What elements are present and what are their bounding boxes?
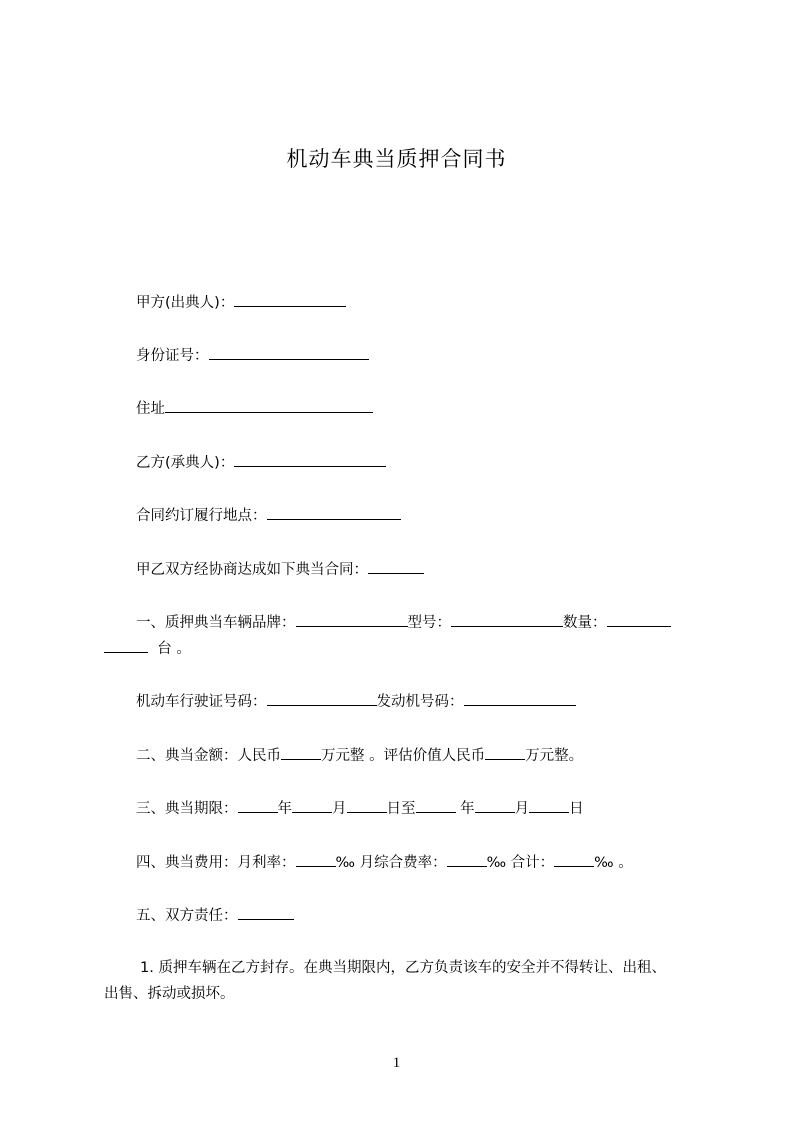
page-number: 1 bbox=[392, 1055, 401, 1071]
party-b-blank[interactable] bbox=[234, 452, 386, 467]
clause-1-prefix: 一、质押典当车辆品牌： bbox=[136, 615, 296, 631]
quantity-blank[interactable] bbox=[607, 612, 671, 627]
party-a-line bbox=[136, 292, 346, 313]
end-year-blank[interactable] bbox=[416, 798, 456, 813]
license-line bbox=[136, 691, 576, 712]
party-b-line bbox=[136, 452, 386, 473]
brand-blank[interactable] bbox=[296, 612, 408, 627]
responsibility-blank[interactable] bbox=[238, 905, 294, 920]
day-label-2: 日 bbox=[569, 801, 584, 817]
day-to-label: 日至 bbox=[386, 801, 416, 817]
clause-4-end: ‰ 。 bbox=[594, 855, 633, 871]
clause-1-first-line bbox=[104, 610, 694, 636]
sign-place-blank[interactable] bbox=[267, 505, 401, 520]
quantity-label: 数量： bbox=[563, 615, 607, 631]
clause-1 bbox=[104, 610, 694, 662]
clause-1-second-line bbox=[104, 636, 694, 662]
id-number-blank[interactable] bbox=[209, 345, 369, 360]
party-a-blank[interactable] bbox=[234, 292, 346, 307]
address-line bbox=[136, 398, 373, 419]
document-title: 机动车典当质押合同书 bbox=[286, 147, 507, 171]
clause-4-line bbox=[136, 852, 633, 873]
month-label-2: 月 bbox=[514, 801, 530, 817]
clause-3-prefix: 三、典当期限： bbox=[136, 801, 238, 817]
clause-4-prefix: 四、典当费用：月利率： bbox=[136, 855, 296, 871]
address-blank[interactable] bbox=[165, 398, 373, 413]
clause-5-label: 五、双方责任： bbox=[136, 908, 238, 924]
year-label: 年 bbox=[277, 801, 292, 817]
clause-2-end: 万元整。 bbox=[525, 748, 584, 764]
sign-place-line bbox=[136, 505, 401, 526]
party-a-label: 甲方(出典人)： bbox=[136, 295, 235, 311]
clause-5-line bbox=[136, 905, 294, 926]
agreement-blank[interactable] bbox=[368, 559, 424, 574]
license-label: 机动车行驶证号码： bbox=[136, 694, 267, 710]
clause-5-1 bbox=[104, 955, 694, 1007]
clause-4-mid: ‰ 月综合费率： bbox=[335, 855, 447, 871]
agreement-label: 甲乙双方经协商达成如下典当合同： bbox=[136, 562, 368, 578]
clause-2-mid: 万元整 。评估价值人民币 bbox=[321, 748, 486, 764]
party-b-label: 乙方(承典人)： bbox=[136, 455, 235, 471]
address-label: 住址 bbox=[136, 401, 165, 417]
monthly-rate-blank[interactable] bbox=[296, 852, 336, 867]
end-month-blank[interactable] bbox=[475, 798, 515, 813]
engine-label: 发动机号码： bbox=[376, 694, 464, 710]
model-label: 型号： bbox=[407, 615, 451, 631]
month-label: 月 bbox=[332, 801, 347, 817]
license-blank[interactable] bbox=[267, 691, 377, 706]
composite-rate-blank[interactable] bbox=[447, 852, 487, 867]
start-month-blank[interactable] bbox=[292, 798, 332, 813]
agreement-line bbox=[136, 559, 424, 580]
engine-blank[interactable] bbox=[464, 691, 576, 706]
clause-3-line bbox=[136, 798, 584, 819]
total-rate-blank[interactable] bbox=[554, 852, 594, 867]
clause-4-total: ‰ 合计： bbox=[486, 855, 555, 871]
clause-2-prefix: 二、典当金额：人民币 bbox=[136, 748, 281, 764]
amount-blank[interactable] bbox=[281, 745, 321, 760]
id-number-label: 身份证号： bbox=[136, 348, 209, 364]
end-day-blank[interactable] bbox=[529, 798, 569, 813]
model-blank[interactable] bbox=[451, 612, 563, 627]
appraisal-blank[interactable] bbox=[485, 745, 525, 760]
start-year-blank[interactable] bbox=[238, 798, 278, 813]
year-label-2: 年 bbox=[455, 801, 475, 817]
clause-2-line bbox=[136, 745, 583, 766]
start-day-blank[interactable] bbox=[347, 798, 387, 813]
unit-label: 台 。 bbox=[157, 641, 191, 657]
id-number-line bbox=[136, 345, 369, 366]
quantity-blank-cont[interactable] bbox=[104, 638, 148, 653]
clause-5-1-first-line: 1. 质押车辆在乙方封存。在典当期限内，乙方负责该车的安全并不得转让、出租、 bbox=[140, 960, 666, 976]
sign-place-label: 合同约订履行地点： bbox=[136, 508, 267, 524]
clause-5-1-second-line: 出售、拆动或损坏。 bbox=[104, 986, 235, 1002]
